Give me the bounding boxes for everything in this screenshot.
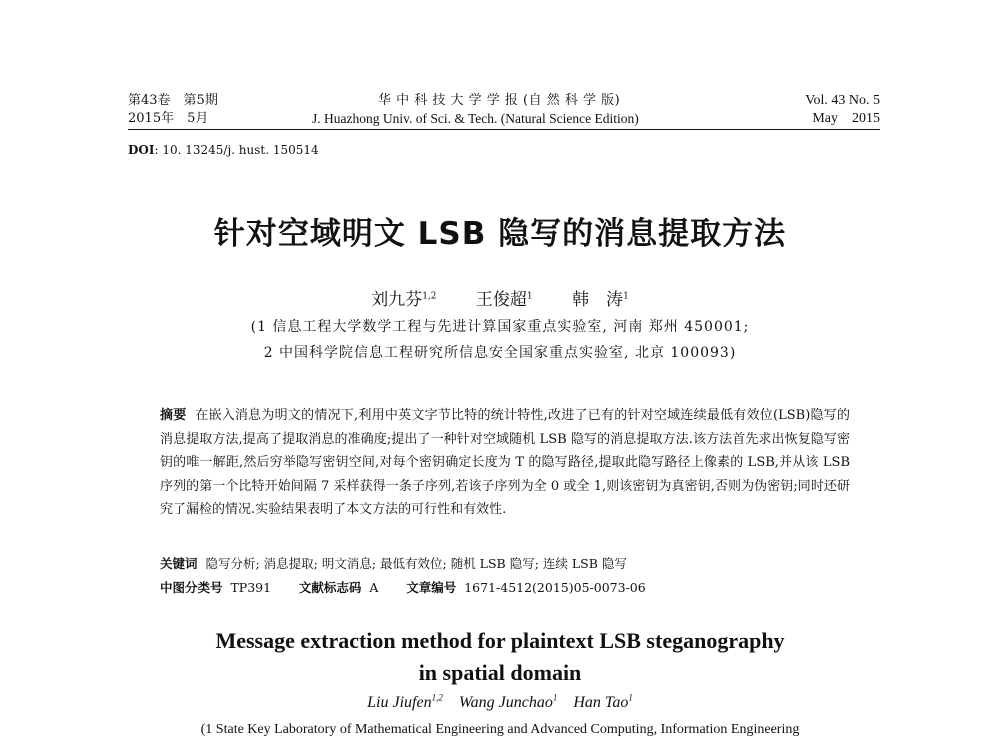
author-en-3: Han Tao$^1$ xyxy=(573,692,633,711)
title-cn: 针对空域明文 LSB 隐写的消息提取方法 xyxy=(213,216,787,252)
abstract-label: 摘要 xyxy=(160,408,187,423)
author-cn-1: 刘九芬$^{1,2}$ xyxy=(371,290,437,310)
author-cn-3: 韩 涛$^1$ xyxy=(572,290,629,310)
doc-code-value: A xyxy=(369,580,379,595)
header-rule xyxy=(128,129,880,130)
abstract-text: 在嵌入消息为明文的情况下,利用中英文字节比特的统计特性,改进了已有的针对空域连续最低有效位(LSB)隐写的消息提取方法,提高了提取消息的准确度;提出了一种针对空域随机 LSB 隐写的消息提取方法.该方法首先求出恢复隐写密钥的唯一解距,然后穷举隐写密钥空间,对每个密钥确定长度为 T 的隐写路径,提取此隐写路径上像素的 LSB,并从该 LSB 序列的第一个比特开始间隔 7 采样获得一条子序列,若该子序列为全 0 或全 1,则该密钥为真密钥,否则为伪密钥;同时还研究了漏检的情况.实验结果表明了本文方法的可行性和有效性. xyxy=(160,408,850,517)
article-no-label: 文章编号 xyxy=(406,580,457,595)
authors-cn xyxy=(0,285,1000,310)
affiliation-cn-2: 2 中国科学院信息工程研究所信息安全国家重点实验室, 北京 100093) xyxy=(263,345,737,361)
doi-value: : 10. 13245/j. hust. 150514 xyxy=(154,143,319,157)
author-en-2: Wang Junchao$^1$ xyxy=(458,692,558,711)
keywords-text: 隐写分析; 消息提取; 明文消息; 最低有效位; 随机 LSB 隐写; 连续 LSB 隐写 xyxy=(205,556,627,571)
abstract xyxy=(160,404,850,522)
keywords-label: 关键词 xyxy=(160,556,198,571)
title-en-line-2: in spatial domain xyxy=(418,660,582,685)
clc-label: 中图分类号 xyxy=(160,580,223,595)
title-en-line-1: Message extraction method for plaintext LSB steganography xyxy=(215,628,785,653)
doc-code-label: 文献标志码 xyxy=(298,580,362,595)
date-cn: 2015年 5月 xyxy=(128,111,209,126)
affiliation-cn-1: (1 信息工程大学数学工程与先进计算国家重点实验室, 河南 郑州 450001; xyxy=(250,319,750,335)
clc-value: TP391 xyxy=(230,580,272,595)
journal-name-en: J. Huazhong Univ. of Sci. & Tech. (Natural Science Edition) xyxy=(312,111,639,126)
date-en: May 2015 xyxy=(812,111,880,126)
classification-line xyxy=(160,578,646,596)
volume-issue-cn: 第43卷 第5期 xyxy=(128,93,218,108)
doi-line xyxy=(128,143,319,157)
doi-label: DOI xyxy=(128,143,155,157)
article-no-value: 1671-4512(2015)05-0073-06 xyxy=(464,580,646,595)
journal-name-cn: 华 中 科 技 大 学 学 报 (自 然 科 学 版) xyxy=(378,93,621,108)
authors-en xyxy=(0,694,1000,712)
volume-issue-en: Vol. 43 No. 5 xyxy=(805,93,880,108)
author-en-1: Liu Jiufen$^{1,2}$ xyxy=(367,692,443,711)
author-cn-2: 王俊超$^1$ xyxy=(475,290,533,310)
keywords-line xyxy=(160,554,627,572)
affiliation-en-1: (1 State Key Laboratory of Mathematical Engineering and Advanced Computing, Information Engineering xyxy=(200,722,800,737)
